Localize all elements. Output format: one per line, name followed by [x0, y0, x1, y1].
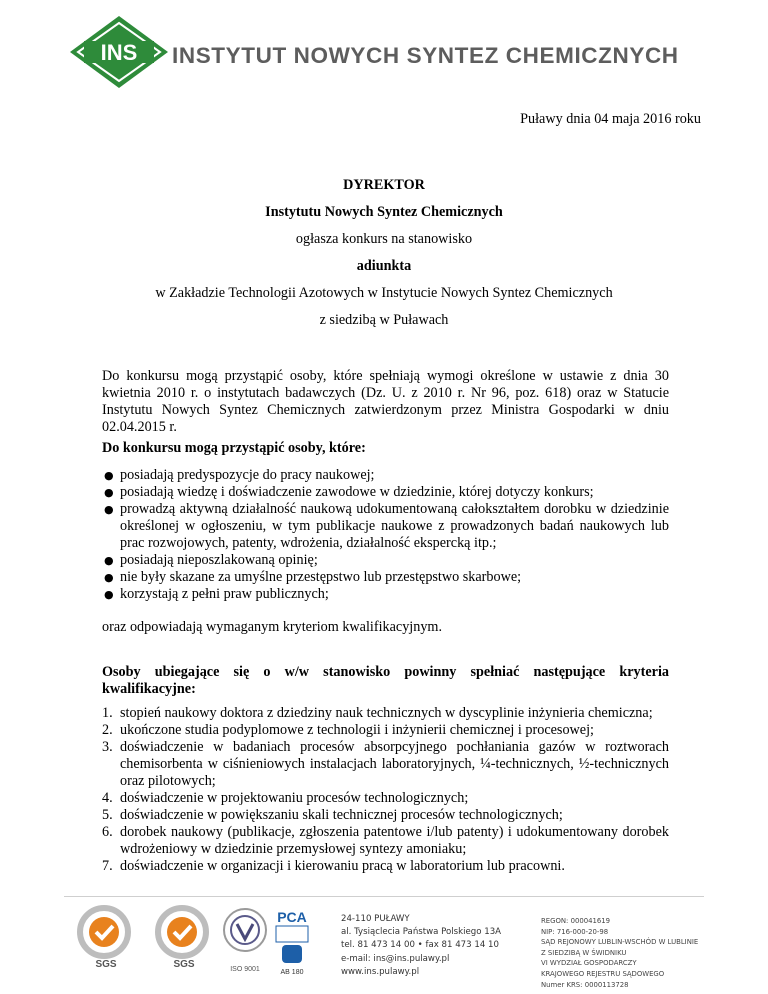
- bullet-icon: ●: [104, 588, 114, 601]
- list-item: 5. doświadczenie w powiększaniu skali technicznej procesów technologicznych;: [102, 807, 563, 823]
- list-item: ● korzystają z pełni praw publicznych;: [104, 586, 329, 602]
- list-item: 7. doświadczenie w organizacji i kierowaniu pracą w laboratorium lub pracowni.: [102, 858, 565, 874]
- footer-divider: [64, 896, 704, 897]
- footer-registry: REGON: 000041619 NIP: 716-000-20-98 SĄD REJONOWY LUBLIN-WSCHÓD W LUBLINIE Z SIEDZIBĄ W ŚWIDNIKU VI WYDZIAŁ GOSPODARCZY KRAJOWEGO REJESTRU SĄDOWEGO Numer KRS: 0000113728: [541, 917, 699, 989]
- svg-text:SGS: SGS: [173, 959, 195, 969]
- list-item: ● nie były skazane za umyślne przestępstwo lub przestępstwo skarbowe;: [104, 569, 522, 585]
- criteria-heading: Osoby ubiegające się o w/w stanowisko powinny spełniać następujące kryteria kwalifikacyjne:: [102, 664, 669, 697]
- list-item: 2. ukończone studia podyplomowe z technologii i inżynierii chemicznej i procesowej;: [102, 722, 594, 738]
- date-line: Puławy dnia 04 maja 2016 roku: [520, 111, 701, 127]
- svg-text:ISO 9001: ISO 9001: [230, 966, 260, 973]
- eligibility-heading: Do konkursu mogą przystąpić osoby, które:: [102, 440, 366, 456]
- eligibility-footer: oraz odpowiadają wymaganym kryteriom kwalifikacyjnym.: [102, 619, 443, 635]
- footer-address: 24-110 PUŁAWY al. Tysiąclecia Państwa Polskiego 13A tel. 81 473 14 00 • fax 81 473 14 10 e-mail: ins@ins.pulawy.pl www.ins.pulawy.pl: [341, 914, 502, 977]
- sgs-certificate-logo-2: [150, 905, 214, 969]
- list-item: 6. dorobek naukowy (publikacje, zgłoszenia patentowe i/lub patenty) i udokumentowany dorobek wdrożeniowy w dziedzinie przemysłowej syntezy amoniaku;: [102, 824, 669, 857]
- list-item: ● posiadają nieposzlakowaną opinię;: [104, 552, 318, 568]
- iso-certificate-logo: [220, 905, 270, 975]
- bullet-icon: ●: [104, 503, 114, 516]
- bullet-icon: ●: [104, 571, 114, 584]
- list-item: ● posiadają wiedzę i doświadczenie zawodowe w dziedzinie, której dotyczy konkurs;: [104, 484, 594, 500]
- svg-text:PCA: PCA: [277, 909, 307, 925]
- svg-text:SGS: SGS: [95, 959, 117, 969]
- bullet-icon: ●: [104, 486, 114, 499]
- title-department: w Zakładzie Technologii Azotowych w Instytucie Nowych Syntez Chemicznych: [155, 285, 613, 301]
- title-director: DYREKTOR: [343, 177, 425, 193]
- list-item: 1. stopień naukowy doktora z dziedziny nauk technicznych w dyscyplinie inżynieria chemiczna;: [102, 705, 653, 721]
- title-seat: z siedzibą w Puławach: [319, 312, 449, 328]
- logo-text: INS: [100, 40, 138, 65]
- ins-logo: [68, 14, 170, 90]
- criteria-list: [102, 705, 669, 875]
- title-announces: ogłasza konkurs na stanowisko: [295, 231, 473, 247]
- pca-accreditation-logo: [272, 905, 312, 980]
- list-item: 4. doświadczenie w projektowaniu procesów technologicznych;: [102, 790, 469, 806]
- org-name: INSTYTUT NOWYCH SYNTEZ CHEMICZNYCH: [172, 43, 679, 68]
- sgs-certificate-logo: [72, 905, 136, 969]
- bullet-icon: ●: [104, 469, 114, 482]
- list-item: ● posiadają predyspozycje do pracy naukowej;: [104, 467, 375, 483]
- bullet-icon: ●: [104, 554, 114, 567]
- intro-paragraph: Do konkursu mogą przystąpić osoby, które spełniają wymogi określone w ustawie z dnia 30 kwietnia 2010 r. o instytutach badawczych (Dz. U. z 2010 r. Nr 96, poz. 618) oraz w Statucie Instytutu Nowych Syntez Chemicznych zatwierdzonym przez Ministra Gospodarki w dniu 02.04.2015 r.: [102, 368, 669, 435]
- title-institute: Instytutu Nowych Syntez Chemicznych: [265, 204, 503, 220]
- list-item: 3. doświadczenie w badaniach procesów absorpcyjnego pochłaniania gazów w roztworach chemisorbenta w ciśnieniowych instalacjach laboratoryjnych, ¼-technicznych, ½-technicznych oraz pilotowych;: [102, 739, 669, 789]
- list-item: ● prowadzą aktywną działalność naukową udokumentowaną całokształtem dorobku w dziedzinie określonej w ogłoszeniu, w tym publikacje naukowe z prowadzonych badań naukowych lub prac rozwojowych, patenty, wdrożenia, działalność ekspercką itp.;: [104, 501, 669, 551]
- eligibility-list: [102, 467, 669, 603]
- svg-text:AB 180: AB 180: [280, 969, 304, 976]
- announcement-title: [100, 175, 668, 337]
- title-position: adiunkta: [356, 258, 412, 274]
- page-header: [68, 14, 708, 90]
